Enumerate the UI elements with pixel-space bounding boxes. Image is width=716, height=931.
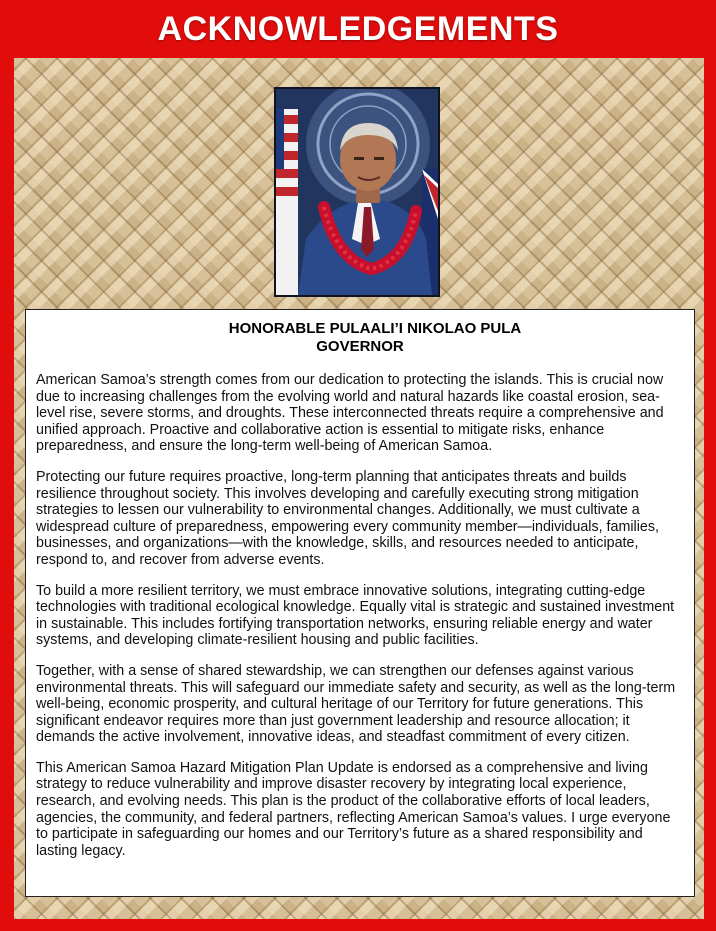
- governor-portrait: [274, 87, 440, 297]
- page-header: [0, 0, 716, 58]
- page-title: ACKNOWLEDGEMENTS: [157, 9, 559, 48]
- paragraph: This American Samoa Hazard Mitigation Plan Update is endorsed as a comprehensive and living strategy to reduce vulnerability and improve disaster recovery by integrating local experience, research, and evolving needs. This plan is the product of the collaborative efforts of local leaders, agencies, the community, and federal partners, reflecting American Samoa’s values. I urge everyone to participate in safeguarding our homes and our Territory’s future as a shared responsibility and lasting legacy.: [36, 759, 671, 859]
- portrait-image: [276, 89, 438, 295]
- letter-heading: [36, 320, 684, 356]
- letter-body: [25, 309, 695, 897]
- signatory-name: HONORABLE PULAALI’I NIKOLAO PULA: [228, 320, 522, 337]
- signatory-role: GOVERNOR: [316, 338, 404, 355]
- paragraph: Together, with a sense of shared stewardship, we can strengthen our defenses against various environmental threats. This will safeguard our immediate safety and security, as well as the long-term well-being, economic prosperity, and cultural heritage of our Territory for future generations. This significant endeavor requires more than just government leadership and resource allocation; it demands the active involvement, innovative ideas, and steadfast commitment of every citizen.: [36, 662, 676, 746]
- paragraph: American Samoa’s strength comes from our dedication to protecting the islands. This is crucial now due to increasing challenges from the evolving world and natural hazards like coastal erosion, sea-level rise, severe storms, and droughts. These interconnected threats require a comprehensive and unified approach. Proactive and collaborative action is essential to mitigate risks, enhance preparedness, and ensure the long-term well-being of American Samoa.: [36, 372, 664, 455]
- paragraph: To build a more resilient territory, we must embrace innovative solutions, integrating cutting-edge technologies with traditional ecological knowledge. Equally vital is strategic and sustained investment in sustainable. This includes fortifying transportation networks, ensuring reliable energy and water systems, and developing climate-resilient housing and public facilities.: [36, 582, 675, 649]
- paragraph: Protecting our future requires proactive, long-term planning that anticipates threats and builds resilience throughout society. This involves developing and carefully executing strong mitigation strategies to lessen our vulnerability to environmental changes. Additionally, we must cultivate a widespread culture of preparedness, empowering every community member—individuals, families, businesses, and organizations—with the knowledge, skills, and resources needed to anticipate, respond to, and recover from adverse events.: [36, 468, 659, 568]
